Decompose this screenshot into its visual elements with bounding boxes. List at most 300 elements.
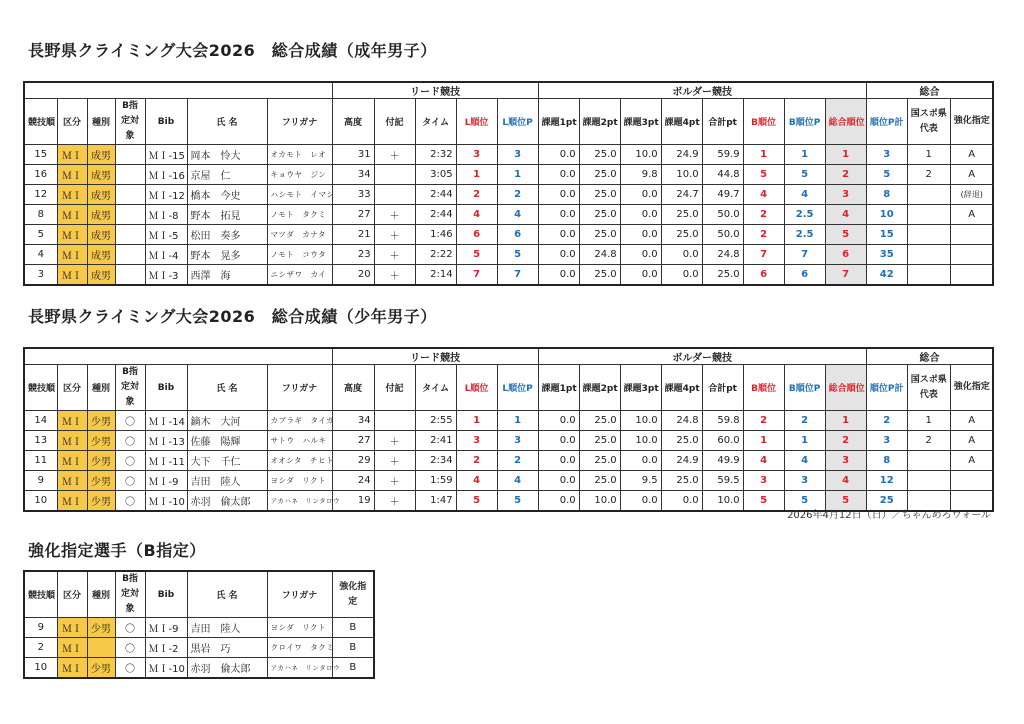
cell-kana: アカハネ リンタロウ (267, 658, 332, 679)
cell-brank: 4 (743, 451, 784, 471)
col-header-total-rank: 総合順位 (825, 365, 866, 411)
cell-b4: 24.7 (661, 185, 702, 205)
cell-bib: ＭＩ-3 (145, 265, 187, 286)
cell-lrank: 4 (456, 471, 497, 491)
cell-kana: マツダ カナタ (267, 225, 332, 245)
cell-bib: ＭＩ-15 (145, 145, 187, 165)
col-header-designation: 強化指定 (332, 571, 374, 618)
cell-name: 吉田 陸人 (187, 471, 267, 491)
table-row (24, 205, 993, 225)
table-row (24, 431, 993, 451)
cell-lrankp: 4 (497, 471, 538, 491)
cell-brank: 3 (743, 471, 784, 491)
cell-kokuspo (907, 265, 950, 286)
group-header-boulder: ボルダー競技 (538, 348, 866, 365)
cell-brankp: 1 (784, 431, 825, 451)
cell-btarget (115, 145, 145, 165)
cell-btarget: 〇 (115, 471, 145, 491)
cell-lrank: 4 (456, 205, 497, 225)
cell-kyoka: A (950, 411, 993, 431)
col-header-kana: フリガナ (267, 571, 332, 618)
cell-bib: ＭＩ-10 (145, 658, 187, 679)
cell-total-rank: 2 (825, 165, 866, 185)
col-header-brank: B順位 (743, 99, 784, 145)
cell-bib: ＭＩ-13 (145, 431, 187, 451)
cell-b1: 0.0 (538, 165, 579, 185)
cell-div: ＭＩ (57, 411, 87, 431)
col-header-b3: 課題3pt (620, 365, 661, 411)
cell-kana: ノモト コウタ (267, 245, 332, 265)
group-header-boulder: ボルダー競技 (538, 82, 866, 99)
table-row (24, 185, 993, 205)
cell-div: ＭＩ (57, 471, 87, 491)
cell-div: ＭＩ (57, 225, 87, 245)
cell-div: ＭＩ (57, 638, 87, 658)
cell-kokuspo (907, 185, 950, 205)
cell-b1: 0.0 (538, 451, 579, 471)
col-header-b4: 課題4pt (661, 365, 702, 411)
cell-rank-p-total: 35 (866, 245, 907, 265)
cell-lrankp: 2 (497, 451, 538, 471)
cell-lrankp: 2 (497, 185, 538, 205)
cell-order: 14 (24, 411, 57, 431)
cell-name: 黒岩 巧 (187, 638, 267, 658)
col-header-kana: フリガナ (267, 365, 332, 411)
cell-btotal: 25.0 (702, 265, 743, 286)
cell-div: ＭＩ (57, 205, 87, 225)
cell-name: 野本 拓見 (187, 205, 267, 225)
table-row (24, 411, 993, 431)
col-header-name: 氏 名 (187, 571, 267, 618)
cell-kana: アカハネ リンタロウ (267, 491, 332, 512)
cell-time: 2:44 (415, 185, 456, 205)
cell-height: 34 (332, 165, 374, 185)
cell-btotal: 24.8 (702, 245, 743, 265)
cell-time: 1:46 (415, 225, 456, 245)
table-row (24, 265, 993, 286)
cell-kyoka: A (950, 165, 993, 185)
cell-b4: 0.0 (661, 491, 702, 512)
cell-b4: 24.9 (661, 145, 702, 165)
cell-order: 16 (24, 165, 57, 185)
cell-lrank: 2 (456, 185, 497, 205)
group-header-lead: リード競技 (332, 82, 538, 99)
cell-time: 2:34 (415, 451, 456, 471)
col-header-btarget: B指定対象 (115, 99, 145, 145)
cell-lrank: 1 (456, 411, 497, 431)
cell-lrank: 3 (456, 145, 497, 165)
cell-designation: B (332, 658, 374, 679)
cell-bib: ＭＩ-5 (145, 225, 187, 245)
col-header-btotal: 合計pt (702, 99, 743, 145)
cell-rank-p-total: 10 (866, 205, 907, 225)
table-row (24, 225, 993, 245)
cell-lrankp: 1 (497, 411, 538, 431)
cell-type: 少男 (87, 491, 115, 512)
cell-kokuspo (907, 471, 950, 491)
table-row (24, 471, 993, 491)
cell-total-rank: 2 (825, 431, 866, 451)
cell-div: ＭＩ (57, 451, 87, 471)
section3-title: 強化指定選手（B指定） (28, 541, 206, 560)
cell-brank: 6 (743, 265, 784, 286)
cell-lrankp: 4 (497, 205, 538, 225)
cell-div: ＭＩ (57, 618, 87, 638)
cell-kana: ヨシダ リクト (267, 618, 332, 638)
cell-order: 15 (24, 145, 57, 165)
col-header-rank-p-total: 順位P計 (866, 365, 907, 411)
cell-height: 21 (332, 225, 374, 245)
cell-suffix (374, 165, 415, 185)
cell-order: 4 (24, 245, 57, 265)
cell-btarget: 〇 (115, 491, 145, 512)
cell-kyoka (950, 265, 993, 286)
col-header-brank: B順位 (743, 365, 784, 411)
cell-designation: B (332, 638, 374, 658)
cell-total-rank: 3 (825, 185, 866, 205)
col-header-brankp: B順位P (784, 365, 825, 411)
cell-b1: 0.0 (538, 245, 579, 265)
table-row (24, 165, 993, 185)
col-header-b2: 課題2pt (579, 365, 620, 411)
cell-brankp: 5 (784, 491, 825, 512)
cell-lrank: 2 (456, 451, 497, 471)
cell-time: 2:55 (415, 411, 456, 431)
cell-brankp: 1 (784, 145, 825, 165)
cell-b1: 0.0 (538, 431, 579, 451)
cell-order: 11 (24, 451, 57, 471)
col-header-btotal: 合計pt (702, 365, 743, 411)
cell-bib: ＭＩ-2 (145, 638, 187, 658)
col-header-lrankp: L順位P (497, 99, 538, 145)
cell-brank: 1 (743, 145, 784, 165)
cell-b4: 0.0 (661, 265, 702, 286)
cell-b3: 9.8 (620, 165, 661, 185)
cell-b4: 0.0 (661, 245, 702, 265)
group-header-blank (24, 348, 332, 365)
cell-name: 吉田 陸人 (187, 618, 267, 638)
cell-height: 34 (332, 411, 374, 431)
cell-kana: ニシザワ カイ (267, 265, 332, 286)
cell-b2: 25.0 (579, 145, 620, 165)
col-header-order: 競技順 (24, 99, 57, 145)
cell-b3: 10.0 (620, 431, 661, 451)
cell-b1: 0.0 (538, 471, 579, 491)
col-header-bib: Bib (145, 571, 187, 618)
cell-b2: 25.0 (579, 225, 620, 245)
col-header-b1: 課題1pt (538, 99, 579, 145)
col-header-b3: 課題3pt (620, 99, 661, 145)
cell-b3: 0.0 (620, 491, 661, 512)
cell-suffix: ＋ (374, 431, 415, 451)
cell-name: 鏑木 大河 (187, 411, 267, 431)
cell-total-rank: 3 (825, 451, 866, 471)
cell-name: 赤羽 倫太郎 (187, 491, 267, 512)
cell-lrankp: 1 (497, 165, 538, 185)
cell-rank-p-total: 8 (866, 451, 907, 471)
col-header-lrankp: L順位P (497, 365, 538, 411)
cell-height: 33 (332, 185, 374, 205)
cell-b3: 0.0 (620, 245, 661, 265)
cell-bib: ＭＩ-14 (145, 411, 187, 431)
cell-order: 13 (24, 431, 57, 451)
cell-btarget (115, 205, 145, 225)
cell-b4: 25.0 (661, 225, 702, 245)
cell-suffix: ＋ (374, 265, 415, 286)
cell-suffix (374, 411, 415, 431)
col-header-div: 区分 (57, 99, 87, 145)
cell-kana: キョウヤ ジン (267, 165, 332, 185)
cell-kana: ノモト タクミ (267, 205, 332, 225)
cell-brankp: 4 (784, 451, 825, 471)
cell-height: 27 (332, 205, 374, 225)
col-header-lrank: L順位 (456, 365, 497, 411)
cell-b2: 24.8 (579, 245, 620, 265)
cell-b2: 25.0 (579, 431, 620, 451)
cell-brank: 7 (743, 245, 784, 265)
cell-div: ＭＩ (57, 658, 87, 679)
group-header-row (24, 82, 993, 99)
column-header-row (24, 571, 374, 618)
cell-b4: 10.0 (661, 165, 702, 185)
cell-kyoka: (辞退) (950, 185, 993, 205)
cell-height: 23 (332, 245, 374, 265)
cell-kokuspo (907, 451, 950, 471)
col-header-time: タイム (415, 99, 456, 145)
cell-b3: 0.0 (620, 451, 661, 471)
group-header-blank (24, 82, 332, 99)
col-header-order: 競技順 (24, 571, 57, 618)
cell-b4: 24.9 (661, 451, 702, 471)
cell-type: 成男 (87, 165, 115, 185)
cell-lrank: 1 (456, 165, 497, 185)
col-header-time: タイム (415, 365, 456, 411)
cell-b2: 25.0 (579, 185, 620, 205)
cell-type: 少男 (87, 431, 115, 451)
cell-btarget: 〇 (115, 411, 145, 431)
cell-rank-p-total: 42 (866, 265, 907, 286)
cell-name: 佐藤 陽輝 (187, 431, 267, 451)
col-header-bib: Bib (145, 365, 187, 411)
cell-suffix: ＋ (374, 491, 415, 512)
cell-b2: 25.0 (579, 165, 620, 185)
cell-btotal: 10.0 (702, 491, 743, 512)
cell-height: 31 (332, 145, 374, 165)
cell-btotal: 59.8 (702, 411, 743, 431)
results-table-adult-men (23, 81, 994, 286)
cell-lrankp: 5 (497, 491, 538, 512)
cell-total-rank: 1 (825, 145, 866, 165)
cell-b4: 25.0 (661, 431, 702, 451)
cell-total-rank: 5 (825, 225, 866, 245)
cell-brank: 5 (743, 491, 784, 512)
col-header-name: 氏 名 (187, 365, 267, 411)
cell-btotal: 44.8 (702, 165, 743, 185)
table-row (24, 145, 993, 165)
cell-brank: 5 (743, 165, 784, 185)
col-header-type: 種別 (87, 571, 115, 618)
col-header-brankp: B順位P (784, 99, 825, 145)
cell-div: ＭＩ (57, 491, 87, 512)
cell-type: 少男 (87, 451, 115, 471)
cell-b4: 25.0 (661, 471, 702, 491)
cell-bib: ＭＩ-11 (145, 451, 187, 471)
cell-kokuspo (907, 205, 950, 225)
cell-b3: 0.0 (620, 225, 661, 245)
cell-rank-p-total: 2 (866, 411, 907, 431)
event-date-venue: 2026年4月12日（日）／ちゃんめろウォール (787, 510, 991, 521)
col-header-kyoka: 強化指定 (950, 365, 993, 411)
cell-kana: カブラギ タイガ (267, 411, 332, 431)
cell-btarget (115, 225, 145, 245)
cell-total-rank: 7 (825, 265, 866, 286)
cell-lrankp: 5 (497, 245, 538, 265)
cell-rank-p-total: 3 (866, 145, 907, 165)
cell-name: 野本 晃多 (187, 245, 267, 265)
cell-name: 京屋 仁 (187, 165, 267, 185)
cell-brankp: 2 (784, 411, 825, 431)
cell-brankp: 2.5 (784, 225, 825, 245)
col-header-kyoka: 強化指定 (950, 99, 993, 145)
cell-kyoka: A (950, 451, 993, 471)
cell-lrank: 6 (456, 225, 497, 245)
column-header-row (24, 365, 993, 411)
cell-height: 20 (332, 265, 374, 286)
col-header-b2: 課題2pt (579, 99, 620, 145)
cell-name: 松田 奏多 (187, 225, 267, 245)
cell-brankp: 3 (784, 471, 825, 491)
cell-kokuspo: 2 (907, 431, 950, 451)
cell-div: ＭＩ (57, 185, 87, 205)
col-header-suffix: 付記 (374, 99, 415, 145)
cell-order: 5 (24, 225, 57, 245)
cell-btarget: 〇 (115, 618, 145, 638)
col-header-div: 区分 (57, 571, 87, 618)
table-row (24, 638, 374, 658)
cell-type: 少男 (87, 618, 115, 638)
cell-bib: ＭＩ-10 (145, 491, 187, 512)
col-header-kokuspo: 国スポ県代表 (907, 365, 950, 411)
col-header-btarget: B指定対象 (115, 571, 145, 618)
cell-btotal: 49.7 (702, 185, 743, 205)
cell-brankp: 5 (784, 165, 825, 185)
cell-bib: ＭＩ-16 (145, 165, 187, 185)
cell-rank-p-total: 3 (866, 431, 907, 451)
col-header-name: 氏 名 (187, 99, 267, 145)
cell-suffix: ＋ (374, 471, 415, 491)
cell-btarget: 〇 (115, 638, 145, 658)
cell-b1: 0.0 (538, 205, 579, 225)
cell-btarget: 〇 (115, 658, 145, 679)
cell-lrank: 5 (456, 491, 497, 512)
section1-title: 長野県クライミング大会2026 総合成績（成年男子） (28, 41, 437, 60)
col-header-b1: 課題1pt (538, 365, 579, 411)
cell-kyoka: A (950, 431, 993, 451)
cell-kyoka: A (950, 205, 993, 225)
cell-kyoka (950, 471, 993, 491)
cell-kyoka (950, 245, 993, 265)
cell-btarget (115, 185, 145, 205)
cell-btotal: 59.9 (702, 145, 743, 165)
cell-b3: 0.0 (620, 185, 661, 205)
cell-b4: 25.0 (661, 205, 702, 225)
cell-btotal: 50.0 (702, 225, 743, 245)
cell-height: 29 (332, 451, 374, 471)
cell-btarget (115, 165, 145, 185)
cell-kyoka (950, 225, 993, 245)
cell-div: ＭＩ (57, 265, 87, 286)
cell-div: ＭＩ (57, 165, 87, 185)
cell-bib: ＭＩ-8 (145, 205, 187, 225)
cell-type: 成男 (87, 185, 115, 205)
cell-b3: 0.0 (620, 265, 661, 286)
table-row (24, 245, 993, 265)
cell-suffix: ＋ (374, 451, 415, 471)
cell-kana: ハシモト イマシ (267, 185, 332, 205)
cell-b1: 0.0 (538, 265, 579, 286)
cell-time: 1:59 (415, 471, 456, 491)
column-header-row (24, 99, 993, 145)
cell-brank: 1 (743, 431, 784, 451)
cell-bib: ＭＩ-4 (145, 245, 187, 265)
cell-kokuspo: 1 (907, 411, 950, 431)
cell-btarget: 〇 (115, 431, 145, 451)
cell-order: 10 (24, 491, 57, 512)
cell-b3: 10.0 (620, 411, 661, 431)
cell-order: 3 (24, 265, 57, 286)
cell-type: 少男 (87, 658, 115, 679)
cell-total-rank: 6 (825, 245, 866, 265)
cell-height: 24 (332, 471, 374, 491)
cell-suffix: ＋ (374, 205, 415, 225)
cell-brankp: 6 (784, 265, 825, 286)
cell-rank-p-total: 25 (866, 491, 907, 512)
cell-brank: 2 (743, 411, 784, 431)
col-header-rank-p-total: 順位P計 (866, 99, 907, 145)
cell-kokuspo: 1 (907, 145, 950, 165)
cell-height: 19 (332, 491, 374, 512)
cell-time: 2:44 (415, 205, 456, 225)
cell-b2: 25.0 (579, 451, 620, 471)
cell-btotal: 49.9 (702, 451, 743, 471)
cell-bib: ＭＩ-9 (145, 618, 187, 638)
col-header-lrank: L順位 (456, 99, 497, 145)
cell-brank: 2 (743, 225, 784, 245)
cell-time: 3:05 (415, 165, 456, 185)
cell-name: 西澤 海 (187, 265, 267, 286)
col-header-b4: 課題4pt (661, 99, 702, 145)
cell-b4: 24.8 (661, 411, 702, 431)
cell-name: 橋本 今史 (187, 185, 267, 205)
col-header-kana: フリガナ (267, 99, 332, 145)
cell-kana: サトウ ハルキ (267, 431, 332, 451)
cell-lrank: 7 (456, 265, 497, 286)
cell-lrankp: 6 (497, 225, 538, 245)
col-header-btarget: B指定対象 (115, 365, 145, 411)
group-header-lead: リード競技 (332, 348, 538, 365)
cell-b1: 0.0 (538, 411, 579, 431)
cell-order: 8 (24, 205, 57, 225)
cell-order: 9 (24, 618, 57, 638)
cell-name: 赤羽 倫太郎 (187, 658, 267, 679)
table-row (24, 658, 374, 679)
cell-total-rank: 4 (825, 471, 866, 491)
cell-bib: ＭＩ-12 (145, 185, 187, 205)
cell-kokuspo (907, 225, 950, 245)
cell-kokuspo: 2 (907, 165, 950, 185)
cell-time: 2:14 (415, 265, 456, 286)
cell-rank-p-total: 15 (866, 225, 907, 245)
